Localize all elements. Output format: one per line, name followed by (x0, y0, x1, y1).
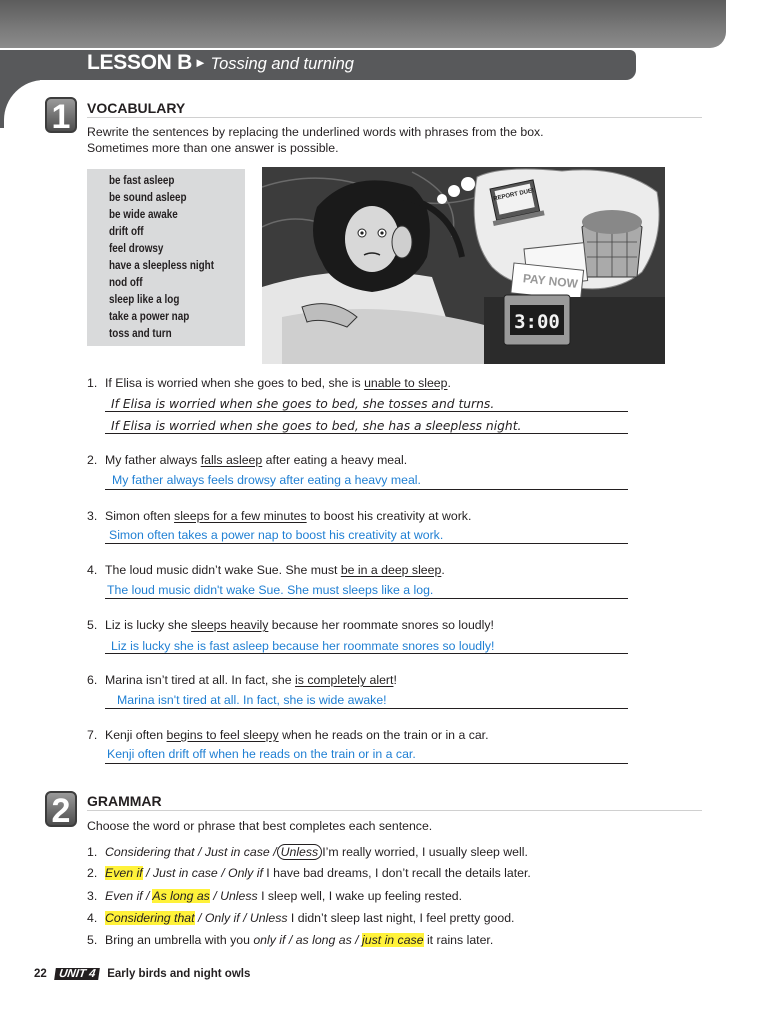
answer-input[interactable]: My father always feels drowsy after eating a heavy meal. (112, 473, 421, 487)
option[interactable]: Considering that (105, 845, 195, 859)
answer-line (105, 411, 628, 412)
underlined-phrase: sleeps for a few minutes (174, 509, 307, 523)
word-box-item: be fast asleep (109, 175, 175, 187)
page-footer (34, 968, 250, 980)
lesson-label: LESSON B (87, 51, 192, 74)
lesson-title (87, 51, 354, 75)
section-number-2: 2 (45, 791, 77, 827)
grammar-item-2: 2. Even if / Just in case / Only if I have bad dreams, I don’t recall the details later. (87, 866, 531, 880)
option[interactable]: only if (253, 933, 286, 947)
word-box-item: sleep like a log (109, 294, 180, 306)
vocab-item-2: 2. My father always falls asleep after eating a heavy meal. (87, 453, 408, 467)
word-box (87, 169, 245, 346)
underlined-phrase: begins to feel sleepy (166, 728, 279, 742)
answer-input[interactable]: The loud music didn't wake Sue. She must sleeps like a log. (107, 583, 434, 597)
vocab-item-7: 7. Kenji often begins to feel sleepy when he reads on the train or in a car. (87, 728, 489, 742)
word-box-item: have a sleepless night (109, 260, 215, 272)
answer-line (105, 598, 628, 599)
alarm-clock-time: 3:00 (514, 311, 560, 333)
answer-input[interactable]: Liz is lucky she is fast asleep because her roommate snores so loudly! (111, 639, 495, 653)
section-rule (87, 117, 702, 118)
vocab-item-6: 6. Marina isn’t tired at all. In fact, she is completely alert! (87, 673, 397, 687)
vocab-item-1: 1. If Elisa is worried when she goes to bed, she is unable to sleep. (87, 376, 451, 390)
option[interactable]: as long as (295, 933, 352, 947)
vocabulary-heading: VOCABULARY (87, 100, 186, 116)
option[interactable]: Just in case (204, 845, 270, 859)
word-box-item: nod off (109, 277, 143, 289)
play-arrow-icon: ► (193, 55, 207, 70)
option-circled[interactable]: Unless (277, 844, 323, 860)
answer-line (105, 489, 628, 490)
section-number-1: 1 (45, 97, 77, 133)
vocab-item-3: 3. Simon often sleeps for a few minutes to boost his creativity at work. (87, 509, 472, 523)
answer-input[interactable]: Kenji often drift off when he reads on the train or in a car. (107, 747, 416, 761)
option[interactable]: Unless (249, 911, 288, 925)
underlined-phrase: sleeps heavily (191, 618, 269, 632)
grammar-item-5: 5. Bring an umbrella with you only if / as long as / just in case it rains later. (87, 933, 494, 947)
answer-line (105, 708, 628, 709)
grammar-item-3: 3. Even if / As long as / Unless I sleep well, I wake up feeling rested. (87, 889, 463, 903)
vocab-item-4: 4. The loud music didn’t wake Sue. She must be in a deep sleep. (87, 563, 445, 577)
option-highlighted[interactable]: Considering that (105, 911, 195, 925)
answer-line (105, 543, 628, 544)
answer-line (105, 433, 628, 434)
pay-now-label: PAY NOW (522, 271, 579, 291)
answer-input[interactable]: Simon often takes a power nap to boost his creativity at work. (109, 528, 444, 542)
underlined-phrase: be in a deep sleep (340, 563, 442, 577)
word-box-item: take a power nap (109, 311, 190, 323)
answer-line (105, 653, 628, 654)
answer-input[interactable]: Marina isn't tired at all. In fact, she is wide awake! (117, 693, 387, 707)
option[interactable]: Unless (220, 889, 258, 903)
side-curve (0, 78, 40, 128)
grammar-item-4: 4. Considering that / Only if / Unless I didn’t sleep last night, I feel pretty good. (87, 911, 515, 925)
underlined-phrase: falls asleep (200, 453, 263, 467)
option[interactable]: Only if (204, 911, 240, 925)
option[interactable]: Only if (228, 866, 263, 880)
word-box-item: be wide awake (109, 209, 178, 221)
answer-text: If Elisa is worried when she goes to bed, she tosses and turns. (111, 397, 495, 411)
grammar-item-1: 1. Considering that / Just in case / Unless I’m really worried, I usually sleep well. (87, 845, 528, 859)
underlined-phrase: unable to sleep (364, 376, 448, 390)
option-highlighted[interactable]: Even if (105, 866, 143, 880)
word-box-item: be sound asleep (109, 192, 187, 204)
sleepless-woman-illustration (262, 167, 665, 364)
underlined-phrase: is completely alert (295, 673, 394, 687)
header-band (0, 0, 726, 48)
illustration-svg (262, 167, 665, 364)
word-box-item: drift off (109, 226, 144, 238)
unit-badge: UNIT 4 (54, 968, 100, 980)
vocab-item-5: 5. Liz is lucky she sleeps heavily because her roommate snores so loudly! (87, 618, 494, 632)
word-box-item: toss and turn (109, 328, 172, 340)
page-number: 22 (34, 968, 47, 980)
vocabulary-instructions: Rewrite the sentences by replacing the underlined words with phrases from the box. Sometimes more than one answer is possible. (87, 125, 544, 155)
option-highlighted[interactable]: just in case (362, 933, 424, 947)
option[interactable]: Even if (105, 889, 143, 903)
answer-text: If Elisa is worried when she goes to bed, she has a sleepless night. (111, 419, 522, 433)
lesson-subtitle: Tossing and turning (210, 55, 354, 73)
section-rule (87, 810, 702, 811)
grammar-instructions: Choose the word or phrase that best completes each sentence. (87, 819, 433, 833)
report-label: REPORT DUE! (492, 187, 535, 203)
unit-title: Early birds and night owls (107, 968, 251, 980)
answer-line (105, 763, 628, 764)
word-box-item: feel drowsy (109, 243, 164, 255)
option-highlighted[interactable]: As long as (152, 889, 210, 903)
grammar-heading: GRAMMAR (87, 793, 162, 809)
option[interactable]: Just in case (152, 866, 218, 880)
